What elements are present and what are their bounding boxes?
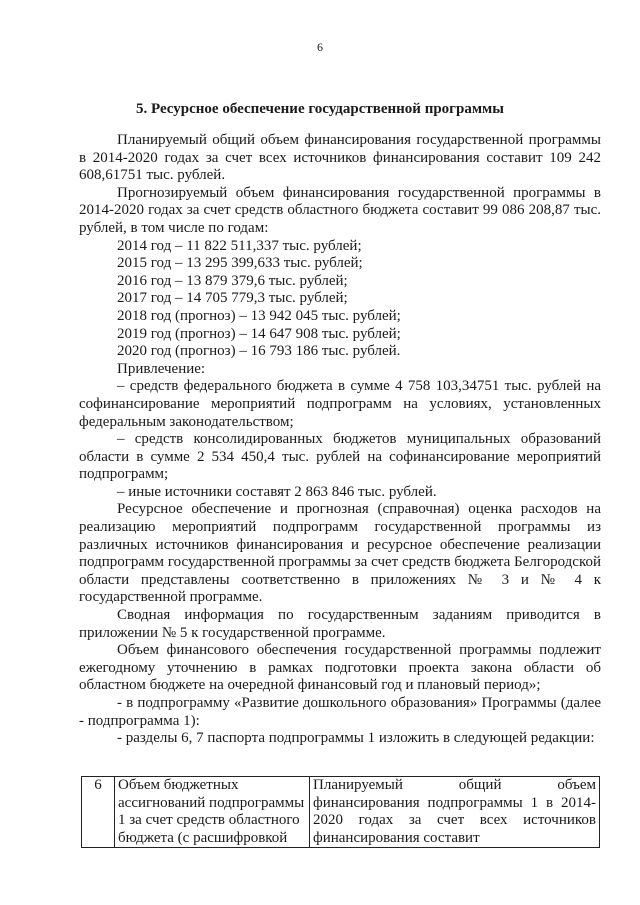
year-line-2014: 2014 год – 11 822 511,337 тыс. рублей; [117,237,362,254]
paragraph-resource-estimate: Ресурсное обеспечение и прогнозная (справочная) оценка расходов на реализацию мероприятий подпрограмм государственной программы из различных источников финансирования и ресурсное обеспечение реализации подпрограмм государственной программы за счет средств бюджета Белгородской области представлены соответственно в приложениях № 3 и № 4 к государственной программе. [79,501,601,606]
year-line-2018: 2018 год (прогноз) – 13 942 045 тыс. рублей; [117,307,401,324]
year-line-2015: 2015 год – 13 295 399,633 тыс. рублей; [117,255,363,272]
paragraph-attraction: Привлечение: [117,360,206,377]
paragraph-total-funding: Планируемый общий объем финансирования государственной программы в 2014-2020 годах за счет всех источников финансирования составит 109 242 608,61751 тыс. рублей. [79,132,601,184]
paragraph-annual-update: Объем финансового обеспечения государственной программы подлежит ежегодному уточнению в рамках подготовки проекта закона области об областном бюджете на очередной финансовый год и плановый период»; [79,642,601,694]
paragraph-subprogram-intro: - в подпрограмму «Развитие дошкольного образования» Программы (далее - подпрограмма 1): [79,695,601,729]
paragraph-state-tasks: Сводная информация по государственным заданиям приводится в приложении № 5 к государственной программе. [79,607,601,641]
section-body [79,132,601,748]
section-heading: 5. Ресурсное обеспечение государственной программы [136,101,504,117]
paragraph-sections-amend: - разделы 6, 7 паспорта подпрограммы 1 изложить в следующей редакции: [117,730,595,747]
table-row [82,777,600,848]
year-line-2016: 2016 год – 13 879 379,6 тыс. рублей; [117,272,348,289]
bullet-other-sources: – иные источники составят 2 863 846 тыс. рублей. [117,483,437,500]
year-line-2020: 2020 год (прогноз) – 16 793 186 тыс. рублей. [117,343,401,360]
passport-table [81,776,600,848]
bullet-municipal-budgets: – средств консолидированных бюджетов муниципальных образований области в сумме 2 534 450,4 тыс. рублей на софинансирование мероприятий подпрограмм; [79,431,601,483]
paragraph-regional-budget: Прогнозируемый объем финансирования государственной программы в 2014-2020 годах за счет средств областного бюджета составит 99 086 208,87 тыс. рублей, в том числе по годам: [79,184,601,236]
table-cell-label: Объем бюджетных ассигнований подпрограммы 1 за счет средств областного бюджета (с расшифровкой [115,777,310,848]
table-cell-value: Планируемый общий объем финансирования подпрограммы 1 в 2014-2020 годах за счет всех источников финансирования составит [310,777,600,848]
table-cell-row-number: 6 [82,777,115,848]
bullet-federal-budget: – средств федерального бюджета в сумме 4 758 103,34751 тыс. рублей на софинансирование мероприятий подпрограмм на условиях, установленных федеральным законодательством; [79,378,601,430]
page-number: 6 [317,40,323,54]
year-line-2017: 2017 год – 14 705 779,3 тыс. рублей; [117,290,348,307]
year-line-2019: 2019 год (прогноз) – 14 647 908 тыс. рублей; [117,325,401,342]
